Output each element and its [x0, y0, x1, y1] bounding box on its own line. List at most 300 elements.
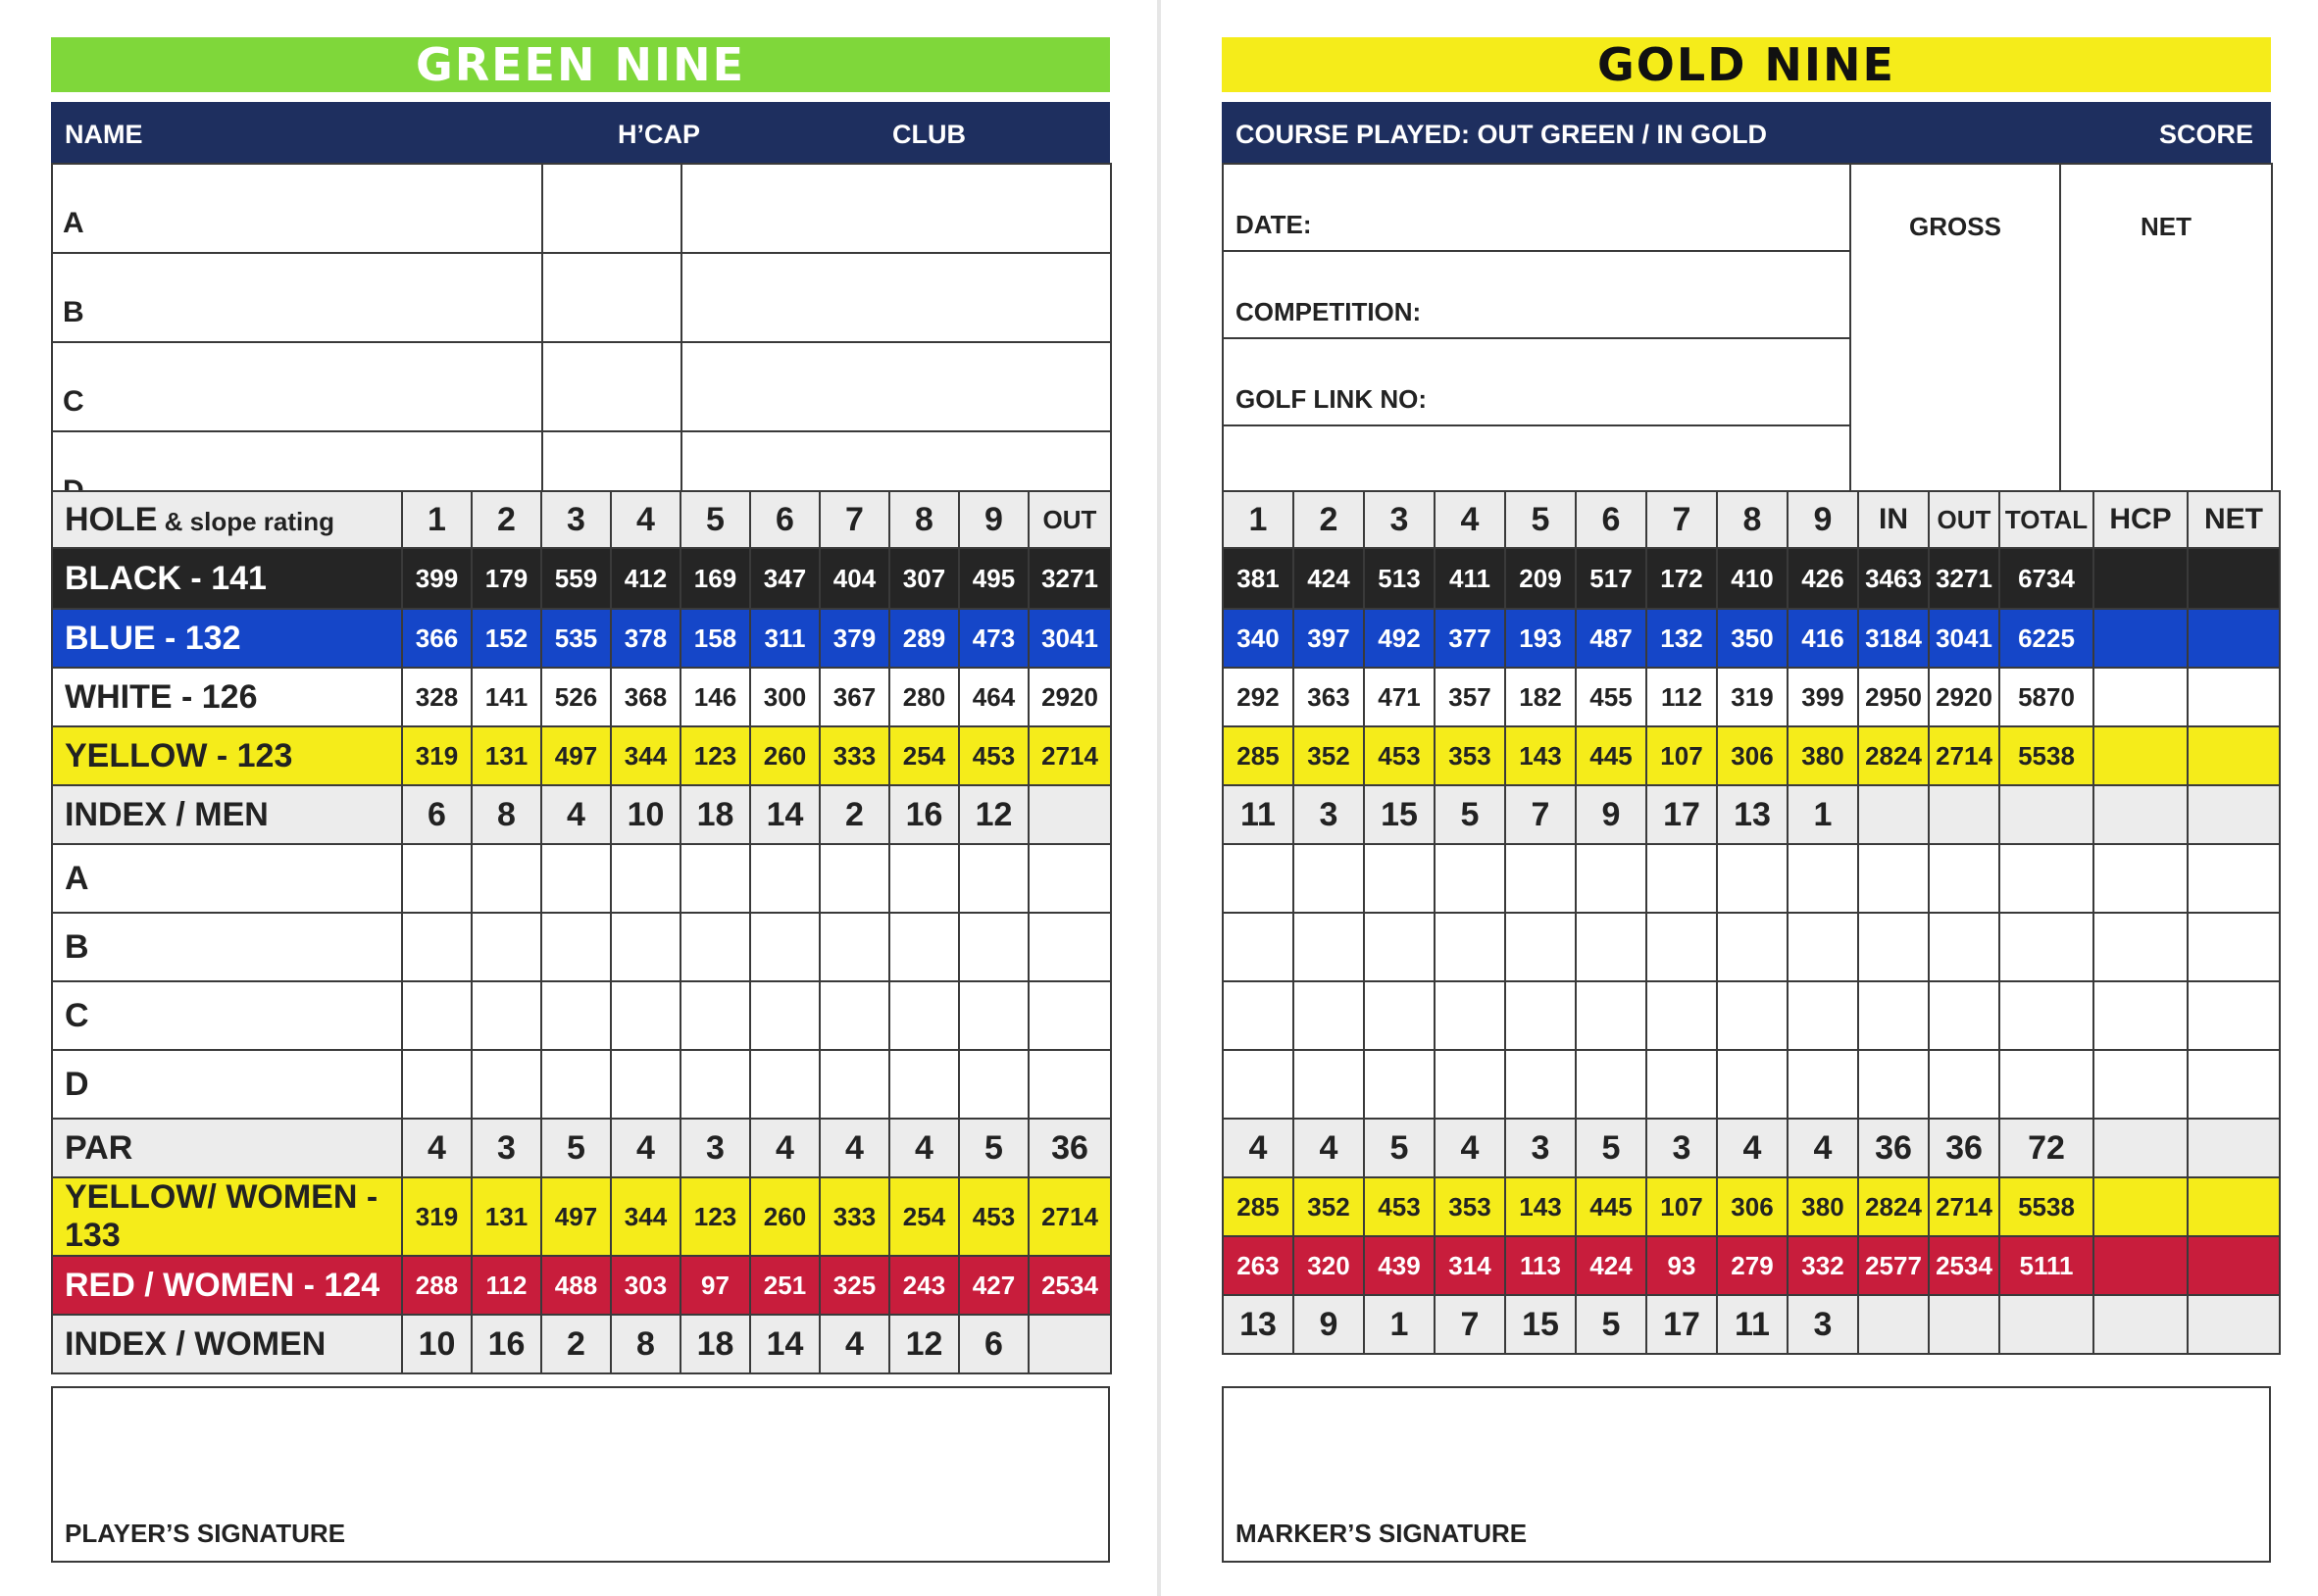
- hole-value: 279: [1717, 1236, 1788, 1295]
- hole-value: 182: [1505, 668, 1576, 726]
- hole-value: 107: [1646, 1177, 1717, 1236]
- gross-score-field[interactable]: [1850, 164, 2060, 503]
- hole-value: 1: [1788, 785, 1858, 844]
- score-entry-cell[interactable]: [402, 844, 472, 913]
- in-total: 3463: [1858, 548, 1929, 609]
- total-score-cell[interactable]: [1999, 913, 2093, 981]
- score-entry-cell[interactable]: [1576, 981, 1646, 1050]
- gross-label: GROSS: [1909, 212, 2001, 241]
- hole-value: 332: [1788, 1236, 1858, 1295]
- score-entry-cell[interactable]: [889, 844, 959, 913]
- hole-value: 14: [750, 1315, 820, 1373]
- score-entry-cell[interactable]: [680, 913, 750, 981]
- net-cell[interactable]: [2188, 609, 2280, 668]
- hole-value: 7: [1435, 1295, 1505, 1354]
- hcp-score-cell[interactable]: [2093, 1050, 2188, 1119]
- hcp-score-cell[interactable]: [2093, 844, 2188, 913]
- score-entry-cell[interactable]: [541, 844, 611, 913]
- hole-value: 107: [1646, 726, 1717, 785]
- score-entry-cell[interactable]: [820, 913, 889, 981]
- hole-value: 352: [1293, 1177, 1364, 1236]
- hole-value: 292: [1223, 668, 1293, 726]
- score-entry-cell[interactable]: [1435, 844, 1505, 913]
- hole-value: 5: [1576, 1119, 1646, 1177]
- out-total: 3271: [1929, 548, 1999, 609]
- score-entry-cell[interactable]: [820, 1050, 889, 1119]
- hcp-cell[interactable]: [2093, 1236, 2188, 1295]
- hole-value: 378: [611, 609, 680, 668]
- hcap-header: H’CAP: [618, 120, 701, 149]
- score-entry-cell[interactable]: [1505, 844, 1576, 913]
- score-entry-cell[interactable]: [1364, 913, 1435, 981]
- hole-value: 487: [1576, 609, 1646, 668]
- score-entry-cell[interactable]: [1717, 1050, 1788, 1119]
- out-total: 3041: [1029, 609, 1111, 668]
- hole-value: 517: [1576, 548, 1646, 609]
- hole-value: 254: [889, 1177, 959, 1256]
- player-info-table: [51, 163, 1112, 522]
- hole-value: 404: [820, 548, 889, 609]
- player-info-row: [52, 342, 1111, 431]
- out-total: [1029, 785, 1111, 844]
- in-score-cell[interactable]: [1858, 844, 1929, 913]
- player-header-bar: [51, 102, 1110, 163]
- hole-value: 353: [1435, 1177, 1505, 1236]
- hcp-cell[interactable]: [2093, 548, 2188, 609]
- score-entry-cell[interactable]: [611, 981, 680, 1050]
- hole-value: 410: [1717, 548, 1788, 609]
- net-score-cell[interactable]: [2188, 913, 2280, 981]
- hcp-cell[interactable]: [2093, 1119, 2188, 1177]
- score-row-c: [52, 981, 1111, 1050]
- out-total: [1929, 785, 1999, 844]
- grand-total: 6734: [1999, 548, 2093, 609]
- score-entry-cell[interactable]: [889, 1050, 959, 1119]
- player-signature-box[interactable]: [51, 1386, 1110, 1563]
- hole-value: 12: [959, 785, 1029, 844]
- player-a-label: A: [52, 164, 542, 253]
- hole-value: 333: [820, 726, 889, 785]
- out-score-cell[interactable]: [1029, 913, 1111, 981]
- hole-value: 453: [959, 726, 1029, 785]
- player-b-club-field[interactable]: [681, 253, 1111, 342]
- score-entry-cell[interactable]: [541, 1050, 611, 1119]
- score-entry-cell[interactable]: [1293, 844, 1364, 913]
- hole-value: 289: [889, 609, 959, 668]
- score-entry-cell[interactable]: [1293, 913, 1364, 981]
- row-label: WHITE - 126: [52, 668, 402, 726]
- hole-value: 143: [1505, 1177, 1576, 1236]
- green-nine-page: [0, 0, 1157, 1596]
- hole-value: 152: [472, 609, 541, 668]
- club-header: CLUB: [892, 120, 966, 149]
- out-score-cell[interactable]: [1929, 844, 1999, 913]
- score-entry-cell[interactable]: [611, 844, 680, 913]
- hole-value: 260: [750, 1177, 820, 1256]
- hole-value: 320: [1293, 1236, 1364, 1295]
- score-entry-cell[interactable]: [889, 913, 959, 981]
- gold-nine-scorecard: [1222, 490, 2281, 1355]
- hole-value: 453: [1364, 1177, 1435, 1236]
- grand-total: 72: [1999, 1119, 2093, 1177]
- hole-value: 325: [820, 1256, 889, 1315]
- hole-number: 3: [541, 491, 611, 548]
- score-entry-cell[interactable]: [1576, 913, 1646, 981]
- score-entry-cell[interactable]: [889, 981, 959, 1050]
- score-entry-cell[interactable]: [1646, 981, 1717, 1050]
- net-cell[interactable]: [2188, 785, 2280, 844]
- score-entry-cell[interactable]: [1646, 844, 1717, 913]
- hole-value: 251: [750, 1256, 820, 1315]
- out-score-cell[interactable]: [1029, 1050, 1111, 1119]
- hole-value: 357: [1435, 668, 1505, 726]
- score-entry-cell[interactable]: [1435, 981, 1505, 1050]
- hole-value: 306: [1717, 726, 1788, 785]
- hcp-cell[interactable]: [2093, 609, 2188, 668]
- hole-value: 3: [1293, 785, 1364, 844]
- out-score-cell[interactable]: [1929, 1050, 1999, 1119]
- hole-value: 473: [959, 609, 1029, 668]
- hole-value: 513: [1364, 548, 1435, 609]
- out-score-cell[interactable]: [1029, 981, 1111, 1050]
- out-score-cell[interactable]: [1929, 913, 1999, 981]
- net-cell[interactable]: [2188, 548, 2280, 609]
- score-entry-cell[interactable]: [1717, 844, 1788, 913]
- hole-value: 497: [541, 726, 611, 785]
- green-nine-scorecard: [51, 490, 1112, 1374]
- hole-value: 319: [402, 726, 472, 785]
- player-c-club-field[interactable]: [681, 342, 1111, 431]
- total-score-cell[interactable]: [1999, 1050, 2093, 1119]
- hcp-score-cell[interactable]: [2093, 913, 2188, 981]
- hole-value: 367: [820, 668, 889, 726]
- hole-value: 4: [1435, 1119, 1505, 1177]
- score-entry-cell[interactable]: [472, 1050, 541, 1119]
- score-header: SCORE: [2158, 120, 2253, 149]
- score-entry-cell[interactable]: [402, 981, 472, 1050]
- score-entry-cell[interactable]: [402, 913, 472, 981]
- hole-value: 426: [1788, 548, 1858, 609]
- score-entry-cell[interactable]: [1293, 1050, 1364, 1119]
- score-entry-cell[interactable]: [1293, 981, 1364, 1050]
- hole-value: 15: [1505, 1295, 1576, 1354]
- hole-value: 16: [889, 785, 959, 844]
- score-entry-cell[interactable]: [472, 981, 541, 1050]
- hole-value: 319: [402, 1177, 472, 1256]
- player-a-club-field[interactable]: [681, 164, 1111, 253]
- hole-header-row: [52, 491, 1111, 548]
- hole-value: 13: [1223, 1295, 1293, 1354]
- index-men-row: [52, 785, 1111, 844]
- player-a-hcap-field[interactable]: [542, 164, 681, 253]
- hole-value: 4: [402, 1119, 472, 1177]
- hole-value: 347: [750, 548, 820, 609]
- score-entry-cell[interactable]: [820, 981, 889, 1050]
- score-entry-cell[interactable]: [472, 913, 541, 981]
- hole-value: 123: [680, 1177, 750, 1256]
- hole-value: 2: [541, 1315, 611, 1373]
- hole-value: 288: [402, 1256, 472, 1315]
- net-cell[interactable]: [2188, 1119, 2280, 1177]
- in-header: IN: [1858, 491, 1929, 548]
- score-entry-cell[interactable]: [472, 844, 541, 913]
- hole-value: 169: [680, 548, 750, 609]
- hole-value: 97: [680, 1256, 750, 1315]
- competition-label: COMPETITION:: [1235, 297, 1422, 326]
- hole-value: 209: [1505, 548, 1576, 609]
- score-entry-cell[interactable]: [1505, 1050, 1576, 1119]
- score-entry-cell[interactable]: [1364, 1050, 1435, 1119]
- score-entry-cell[interactable]: [1223, 913, 1293, 981]
- score-entry-cell[interactable]: [1364, 981, 1435, 1050]
- score-entry-cell[interactable]: [1576, 844, 1646, 913]
- out-total: 36: [1929, 1119, 1999, 1177]
- hole-value: 328: [402, 668, 472, 726]
- score-entry-cell[interactable]: [750, 844, 820, 913]
- hole-value: 363: [1293, 668, 1364, 726]
- score-entry-cell[interactable]: [611, 1050, 680, 1119]
- row-label: PAR: [52, 1119, 402, 1177]
- hole-value: 146: [680, 668, 750, 726]
- gold-yellow-women-row: [1223, 1177, 2280, 1236]
- hole-value: 4: [541, 785, 611, 844]
- marker-signature-box[interactable]: [1222, 1386, 2271, 1563]
- hole-value: 353: [1435, 726, 1505, 785]
- grand-total: 5538: [1999, 1177, 2093, 1236]
- hole-value: 179: [472, 548, 541, 609]
- hole-value: 4: [1788, 1119, 1858, 1177]
- score-entry-cell[interactable]: [1435, 913, 1505, 981]
- score-entry-cell[interactable]: [1364, 844, 1435, 913]
- score-entry-cell[interactable]: [1223, 981, 1293, 1050]
- hole-value: 193: [1505, 609, 1576, 668]
- hcp-cell[interactable]: [2093, 668, 2188, 726]
- hole-value: 13: [1717, 785, 1788, 844]
- hole-value: 158: [680, 609, 750, 668]
- date-field[interactable]: [1223, 164, 1850, 251]
- out-total: 3271: [1029, 548, 1111, 609]
- blue-tee-row: [52, 609, 1111, 668]
- red-women-row: [52, 1256, 1111, 1315]
- player-row-label: C: [52, 981, 402, 1050]
- hcp-cell[interactable]: [2093, 1177, 2188, 1236]
- total-score-cell[interactable]: [1999, 844, 2093, 913]
- total-header: TOTAL: [1999, 491, 2093, 548]
- score-entry-cell[interactable]: [541, 981, 611, 1050]
- score-row-a: [52, 844, 1111, 913]
- hole-value: 3: [472, 1119, 541, 1177]
- score-entry-cell[interactable]: [611, 913, 680, 981]
- hcp-cell[interactable]: [2093, 785, 2188, 844]
- in-total: 3184: [1858, 609, 1929, 668]
- hole-value: 445: [1576, 1177, 1646, 1236]
- player-row-label: A: [52, 844, 402, 913]
- score-entry-cell[interactable]: [959, 844, 1029, 913]
- score-entry-cell[interactable]: [959, 913, 1029, 981]
- score-entry-cell[interactable]: [1788, 913, 1858, 981]
- grand-total: 5111: [1999, 1236, 2093, 1295]
- score-entry-cell[interactable]: [1646, 1050, 1717, 1119]
- out-score-cell[interactable]: [1929, 981, 1999, 1050]
- hcp-cell[interactable]: [2093, 726, 2188, 785]
- score-entry-cell[interactable]: [1223, 1050, 1293, 1119]
- net-cell[interactable]: [2188, 1295, 2280, 1354]
- hole-value: 306: [1717, 1177, 1788, 1236]
- hole-value: 112: [472, 1256, 541, 1315]
- hole-value: 2: [820, 785, 889, 844]
- hole-value: 131: [472, 726, 541, 785]
- net-cell[interactable]: [2188, 668, 2280, 726]
- net-header: NET: [2188, 491, 2280, 548]
- player-info-row: [52, 253, 1111, 342]
- hole-value: 352: [1293, 726, 1364, 785]
- hole-value: 14: [750, 785, 820, 844]
- hole-number: 2: [1293, 491, 1364, 548]
- hole-value: 333: [820, 1177, 889, 1256]
- name-header: NAME: [65, 120, 143, 149]
- out-total: 2714: [1029, 1177, 1111, 1256]
- net-score-cell[interactable]: [2188, 981, 2280, 1050]
- gold-red-women-row: [1223, 1236, 2280, 1295]
- hole-value: 453: [1364, 726, 1435, 785]
- hole-value: 17: [1646, 1295, 1717, 1354]
- player-signature-label: PLAYER’S SIGNATURE: [65, 1519, 346, 1548]
- score-entry-cell[interactable]: [750, 981, 820, 1050]
- score-entry-cell[interactable]: [1505, 913, 1576, 981]
- hole-value: 123: [680, 726, 750, 785]
- hole-value: 9: [1293, 1295, 1364, 1354]
- hole-value: 4: [889, 1119, 959, 1177]
- net-cell[interactable]: [2188, 1236, 2280, 1295]
- player-c-hcap-field[interactable]: [542, 342, 681, 431]
- score-entry-cell[interactable]: [820, 844, 889, 913]
- gold-hole-header-row: [1223, 491, 2280, 548]
- hole-value: 3: [1788, 1295, 1858, 1354]
- total-score-cell[interactable]: [1999, 981, 2093, 1050]
- out-total: 2534: [1029, 1256, 1111, 1315]
- score-entry-cell[interactable]: [680, 1050, 750, 1119]
- hole-value: 4: [750, 1119, 820, 1177]
- hole-number: 1: [402, 491, 472, 548]
- score-entry-cell[interactable]: [959, 981, 1029, 1050]
- hole-value: 243: [889, 1256, 959, 1315]
- in-score-cell[interactable]: [1858, 1050, 1929, 1119]
- score-entry-cell[interactable]: [1788, 844, 1858, 913]
- hole-value: 5: [1576, 1295, 1646, 1354]
- hole-value: 93: [1646, 1236, 1717, 1295]
- hole-number: 2: [472, 491, 541, 548]
- net-cell[interactable]: [2188, 726, 2280, 785]
- player-row-label: D: [52, 1050, 402, 1119]
- hole-value: 141: [472, 668, 541, 726]
- score-entry-cell[interactable]: [402, 1050, 472, 1119]
- score-entry-cell[interactable]: [1505, 981, 1576, 1050]
- score-entry-cell[interactable]: [1788, 981, 1858, 1050]
- row-label: BLUE - 132: [52, 609, 402, 668]
- hole-value: 300: [750, 668, 820, 726]
- score-entry-cell[interactable]: [750, 913, 820, 981]
- gold-index-women-row: [1223, 1295, 2280, 1354]
- out-total: [1929, 1295, 1999, 1354]
- black-tee-row: [52, 548, 1111, 609]
- score-entry-cell[interactable]: [1223, 844, 1293, 913]
- score-entry-cell[interactable]: [1576, 1050, 1646, 1119]
- score-entry-cell[interactable]: [1717, 913, 1788, 981]
- hole-value: 8: [472, 785, 541, 844]
- hole-value: 8: [611, 1315, 680, 1373]
- out-total: 36: [1029, 1119, 1111, 1177]
- hole-value: 12: [889, 1315, 959, 1373]
- net-score-field[interactable]: [2060, 164, 2272, 503]
- yellow-women-row: [52, 1177, 1111, 1256]
- hole-value: 377: [1435, 609, 1505, 668]
- competition-field[interactable]: [1223, 251, 1850, 338]
- grand-total: [1999, 1295, 2093, 1354]
- score-entry-cell[interactable]: [541, 913, 611, 981]
- score-entry-cell[interactable]: [959, 1050, 1029, 1119]
- in-total: 2824: [1858, 1177, 1929, 1236]
- hcp-score-cell[interactable]: [2093, 981, 2188, 1050]
- hole-number: 8: [889, 491, 959, 548]
- hole-value: 285: [1223, 1177, 1293, 1236]
- score-entry-cell[interactable]: [680, 981, 750, 1050]
- gold-score-row-c: [1223, 981, 2280, 1050]
- hole-value: 4: [820, 1315, 889, 1373]
- course-header-bar: [1222, 102, 2271, 163]
- score-entry-cell[interactable]: [1788, 1050, 1858, 1119]
- score-entry-cell[interactable]: [1646, 913, 1717, 981]
- hole-value: 366: [402, 609, 472, 668]
- index-women-row: [52, 1315, 1111, 1373]
- net-label: NET: [2141, 212, 2192, 241]
- hole-value: 4: [1717, 1119, 1788, 1177]
- hole-value: 455: [1576, 668, 1646, 726]
- in-score-cell[interactable]: [1858, 913, 1929, 981]
- player-b-label: B: [52, 253, 542, 342]
- hcp-header: HCP: [2093, 491, 2188, 548]
- row-label: YELLOW - 123: [52, 726, 402, 785]
- hole-number: 6: [750, 491, 820, 548]
- golf-link-field[interactable]: [1223, 338, 1850, 425]
- gold-nine-banner: GOLD NINE: [1222, 37, 2271, 92]
- in-score-cell[interactable]: [1858, 981, 1929, 1050]
- out-total: 2920: [1029, 668, 1111, 726]
- score-entry-cell[interactable]: [1435, 1050, 1505, 1119]
- in-total: [1858, 1295, 1929, 1354]
- net-score-cell[interactable]: [2188, 844, 2280, 913]
- hole-value: 3: [1646, 1119, 1717, 1177]
- hole-value: 381: [1223, 548, 1293, 609]
- in-total: 2577: [1858, 1236, 1929, 1295]
- out-score-cell[interactable]: [1029, 844, 1111, 913]
- score-entry-cell[interactable]: [1717, 981, 1788, 1050]
- player-b-hcap-field[interactable]: [542, 253, 681, 342]
- hole-value: 439: [1364, 1236, 1435, 1295]
- hcp-cell[interactable]: [2093, 1295, 2188, 1354]
- score-entry-cell[interactable]: [750, 1050, 820, 1119]
- net-cell[interactable]: [2188, 1177, 2280, 1236]
- course-played-label: COURSE PLAYED: OUT GREEN / IN GOLD: [1235, 120, 1768, 149]
- hole-value: 10: [402, 1315, 472, 1373]
- hole-value: 497: [541, 1177, 611, 1256]
- hole-number: 9: [959, 491, 1029, 548]
- out-header: OUT: [1929, 491, 1999, 548]
- hole-slope-label: [52, 491, 402, 548]
- hole-value: 380: [1788, 1177, 1858, 1236]
- hole-value: 368: [611, 668, 680, 726]
- net-score-cell[interactable]: [2188, 1050, 2280, 1119]
- score-entry-cell[interactable]: [680, 844, 750, 913]
